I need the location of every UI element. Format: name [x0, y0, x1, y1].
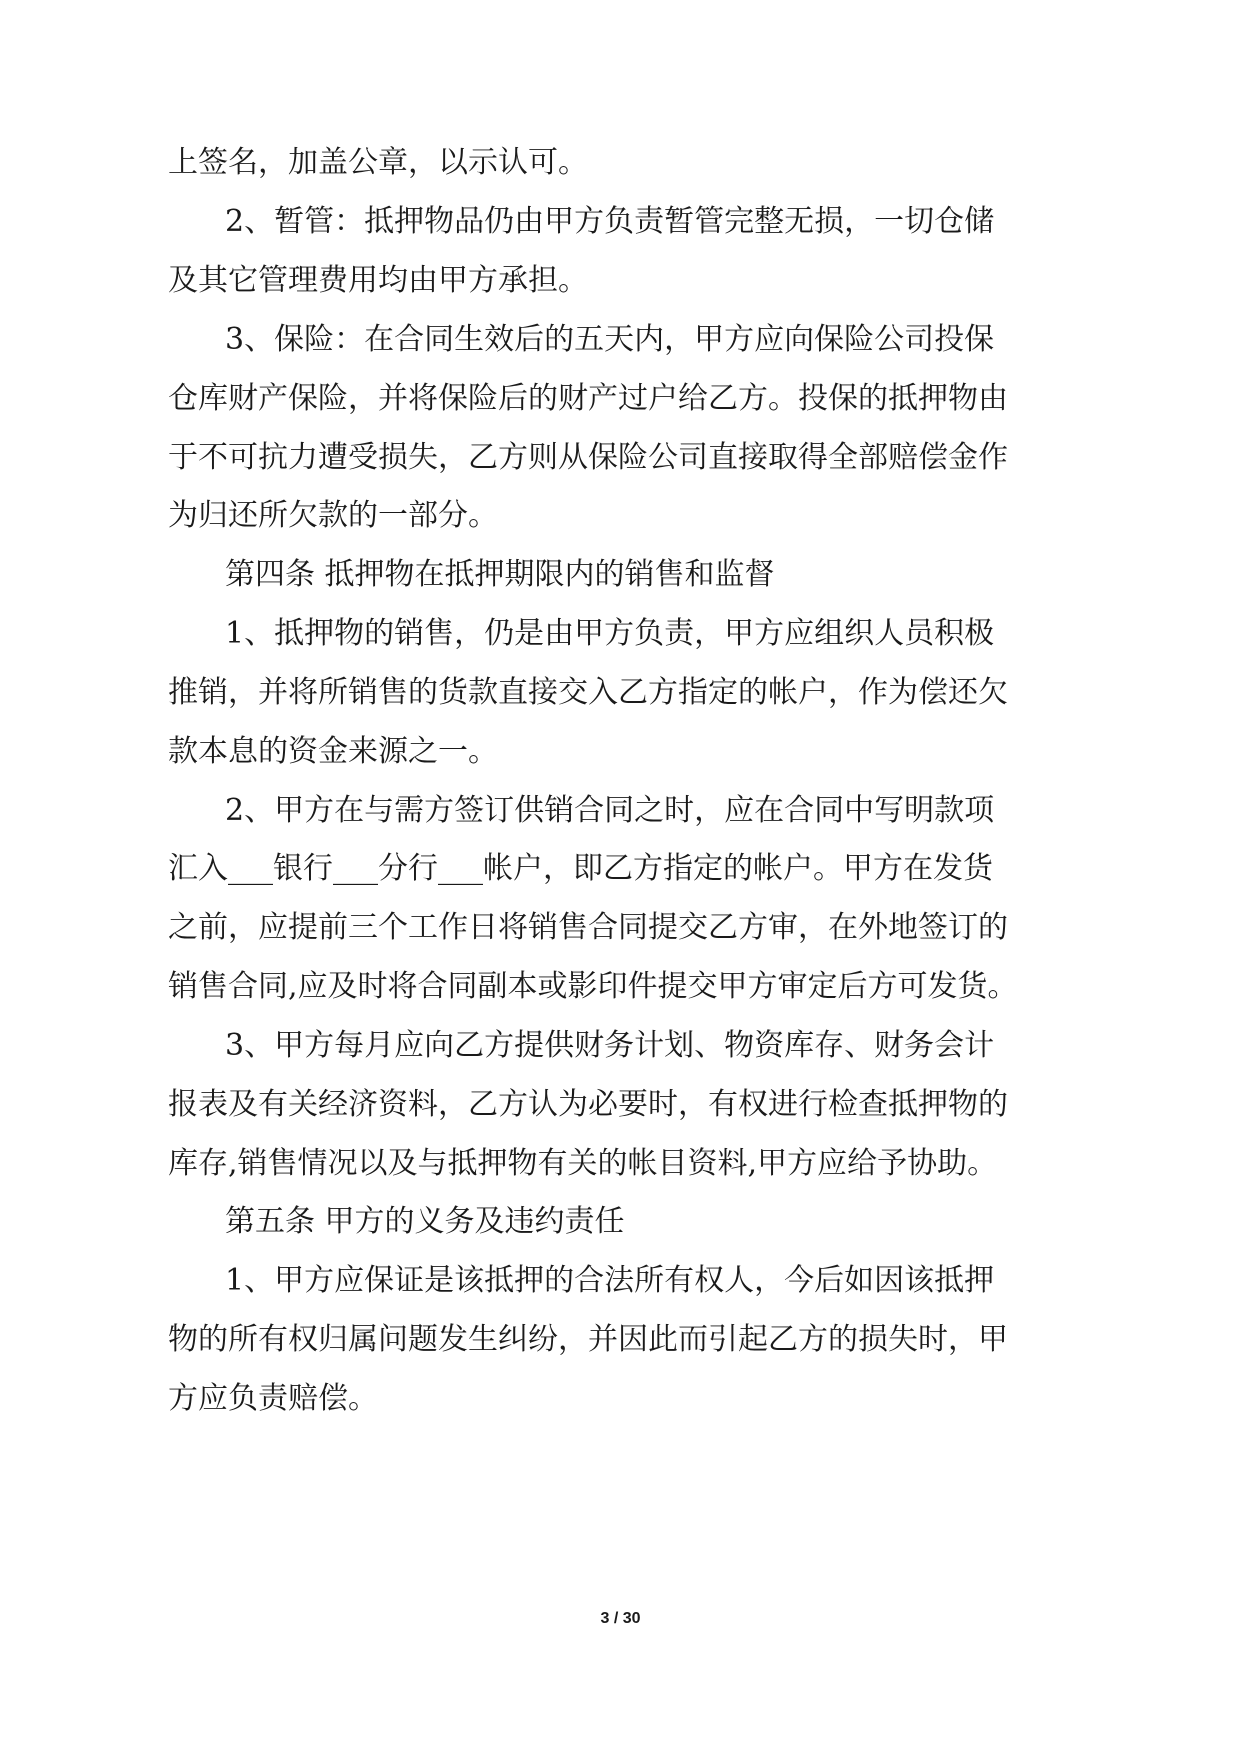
body-text-line: 2、暂管：抵押物品仍由甲方负责暂管完整无损，一切仓储: [225, 204, 995, 239]
body-text-line: 款本息的资金来源之一。: [168, 734, 498, 769]
body-text-line: 销售合同,应及时将合同副本或影印件提交甲方审定后方可发货。: [168, 969, 1018, 1004]
body-text-line: 3、甲方每月应向乙方提供财务计划、物资库存、财务会计: [225, 1028, 995, 1063]
body-text-line: 仓库财产保险，并将保险后的财产过户给乙方。投保的抵押物由: [168, 381, 1008, 416]
body-text-line: 于不可抗力遭受损失，乙方则从保险公司直接取得全部赔偿金作: [168, 440, 1008, 475]
body-text-line: 上签名，加盖公章，以示认可。: [168, 145, 588, 180]
body-text-line: 及其它管理费用均由甲方承担。: [168, 263, 588, 298]
body-text-line: 汇入___银行___分行___帐户，即乙方指定的帐户。甲方在发货: [168, 851, 993, 886]
body-text-line: 推销，并将所销售的货款直接交入乙方指定的帐户，作为偿还欠: [168, 675, 1008, 710]
section-heading: 第四条 抵押物在抵押期限内的销售和监督: [225, 557, 775, 592]
body-text-line: 报表及有关经济资料，乙方认为必要时，有权进行检查抵押物的: [168, 1087, 1008, 1122]
body-text-line: 1、抵押物的销售，仍是由甲方负责，甲方应组织人员积极: [225, 616, 995, 651]
body-text-line: 1、甲方应保证是该抵押的合法所有权人，今后如因该抵押: [225, 1263, 995, 1298]
body-text-line: 为归还所欠款的一部分。: [168, 498, 498, 533]
section-heading: 第五条 甲方的义务及违约责任: [225, 1204, 625, 1239]
body-text-line: 2、甲方在与需方签订供销合同之时，应在合同中写明款项: [225, 793, 995, 828]
body-text-line: 之前，应提前三个工作日将销售合同提交乙方审，在外地签订的: [168, 910, 1008, 945]
page-number: 3 / 30: [600, 1610, 641, 1627]
body-text-line: 3、保险：在合同生效后的五天内，甲方应向保险公司投保: [225, 322, 995, 357]
body-text-line: 库存,销售情况以及与抵押物有关的帐目资料,甲方应给予协助。: [168, 1146, 998, 1181]
body-text-line: 方应负责赔偿。: [168, 1381, 378, 1416]
body-text-line: 物的所有权归属问题发生纠纷，并因此而引起乙方的损失时，甲: [168, 1322, 1008, 1357]
